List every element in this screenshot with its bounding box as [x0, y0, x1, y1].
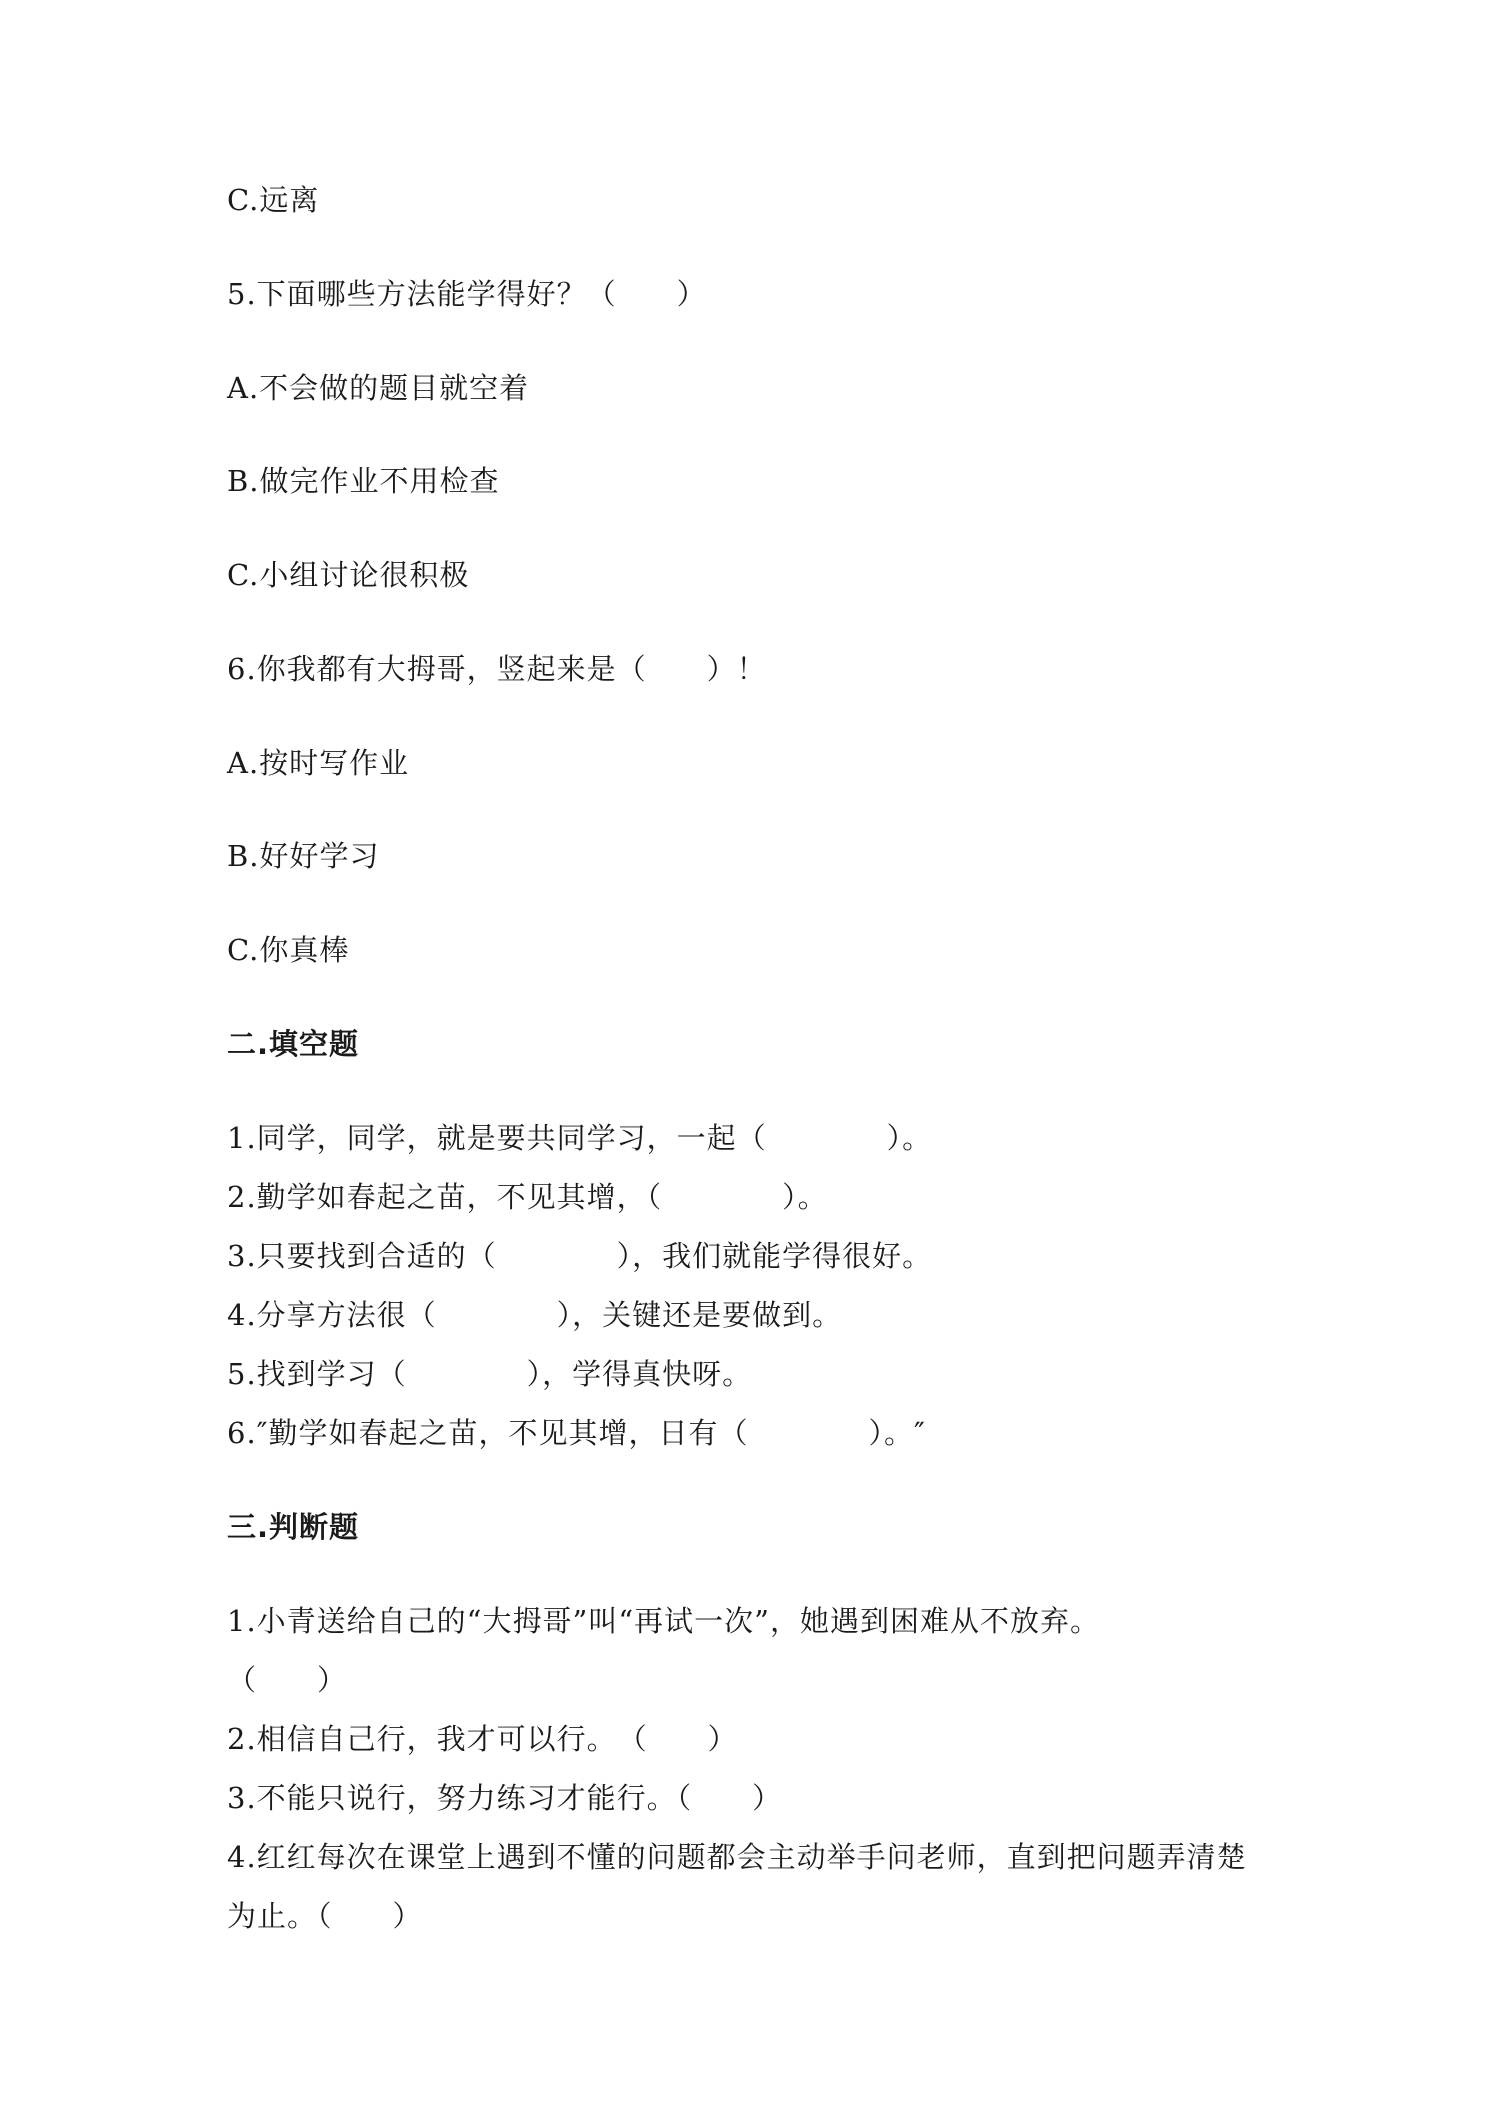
q5-option-b: B.做完作业不用检查: [227, 464, 500, 498]
q4-option-c: C.远离: [227, 183, 320, 217]
judge-item-1: 1.小青送给自己的“大拇哥”叫“再试一次”，她遇到困难从不放弃。: [227, 1604, 1100, 1638]
fill-item-1: 1.同学，同学，就是要共同学习，一起（ ）。: [227, 1121, 933, 1155]
judge-section-heading: 三.判断题: [227, 1510, 360, 1544]
fill-item-5: 5.找到学习（ ），学得真快呀。: [227, 1357, 753, 1391]
judge-item-3: 3.不能只说行，努力练习才能行。（ ）: [227, 1781, 783, 1815]
fill-item-4: 4.分享方法很（ ），关键还是要做到。: [227, 1298, 843, 1332]
q6-option-b: B.好好学习: [227, 839, 380, 873]
q5-option-c: C.小组讨论很积极: [227, 558, 470, 592]
fill-item-3: 3.只要找到合适的（ ），我们就能学得很好。: [227, 1239, 933, 1273]
judge-item-2: 2.相信自己行，我才可以行。 （ ）: [227, 1722, 738, 1756]
fill-section-heading: 二.填空题: [227, 1027, 360, 1061]
q6-option-c: C.你真棒: [227, 933, 350, 967]
q6-stem: 6.你我都有大拇哥，竖起来是（ ）！: [227, 652, 767, 686]
fill-item-2: 2.勤学如春起之苗，不见其增，（ ）。: [227, 1180, 828, 1214]
judge-item-4: 4.红红每次在课堂上遇到不懂的问题都会主动举手问老师，直到把问题弄清楚: [227, 1840, 1247, 1874]
q5-stem: 5.下面哪些方法能学得好？（ ）: [227, 277, 707, 311]
judge-item-4-cont: 为止。（ ）: [227, 1899, 423, 1933]
q5-option-a: A.不会做的题目就空着: [227, 371, 530, 405]
fill-item-6: 6.″勤学如春起之苗，不见其增，日有（ ）。″: [227, 1416, 926, 1450]
q6-option-a: A.按时写作业: [227, 746, 410, 780]
judge-item-1-answer: （ ）: [227, 1663, 348, 1697]
